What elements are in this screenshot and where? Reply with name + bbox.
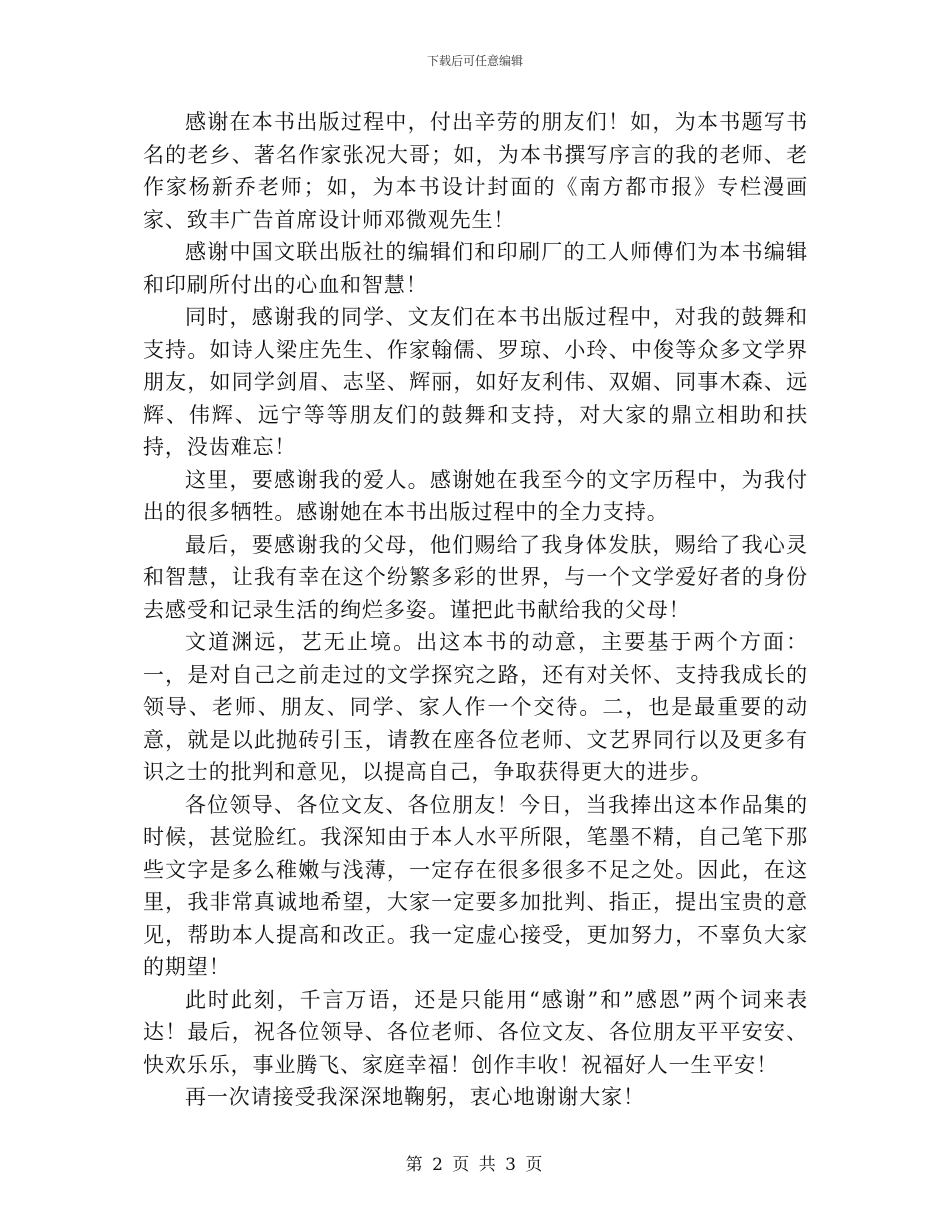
- paragraph-closing: 再一次请接受我深深地鞠躬，衷心地谢谢大家！: [185, 1085, 645, 1109]
- paragraph-purpose: 文道渊远，艺无止境。出这本书的动意，主要基于两个方面：一，是对自己之前走过的文学探究之路，还有对关怀、支持我成长的领导、老师、朋友、同学、家人作一个交待。二，也是最重要的动意，就是以此抛砖引玉，请教在座各位老师、文艺界同行以及更多有识之士的批判和意见，以提高自己，争取获得更大的进步。: [143, 630, 808, 784]
- page-number: 第 2 页 共 3 页: [405, 1155, 545, 1175]
- paragraph-acknowledge-spouse: 这里，要感谢我的爱人。感谢她在我至今的文字历程中，为我付出的很多牺牲。感谢她在本书出版过程中的全力支持。: [143, 467, 808, 524]
- paragraph-acknowledge-classmates: 同时，感谢我的同学、文友们在本书出版过程中，对我的鼓舞和支持。如诗人梁庄先生、作家翰儒、罗琼、小玲、中俊等众多文学界朋友，如同学剑眉、志坚、辉丽，如好友利伟、双媚、同事木森、远辉、伟辉、远宁等等朋友们的鼓舞和支持，对大家的鼎立相助和扶持，没齿难忘！: [143, 305, 808, 459]
- paragraph-acknowledge-publisher: 感谢中国文联出版社的编辑们和印刷厂的工人师傅们为本书编辑和印刷所付出的心血和智慧！: [143, 240, 808, 297]
- paragraph-blessings: 此时此刻，千言万语，还是只能用“感谢”和”感恩”两个词来表达！最后，祝各位领导、各位老师、各位文友、各位朋友平平安安、快欢乐乐，事业腾飞、家庭幸福！创作丰收！祝福好人一生平安！: [143, 987, 808, 1077]
- page-header: 下载后可任意编辑: [426, 54, 523, 68]
- paragraph-humility: 各位领导、各位文友、各位朋友！今日，当我捧出这本作品集的时候，甚觉脸红。我深知由于本人水平所限，笔墨不精，自己笔下那些文字是多么稚嫩与浅薄，一定存在很多很多不足之处。因此，在这里，我非常真诚地希望，大家一定要多加批判、指正，提出宝贵的意见，帮助本人提高和改正。我一定虚心接受，更加努力，不辜负大家的期望！: [143, 792, 808, 979]
- paragraph-acknowledge-parents: 最后，要感谢我的父母，他们赐给了我身体发肤，赐给了我心灵和智慧，让我有幸在这个纷繁多彩的世界，与一个文学爱好者的身份去感受和记录生活的绚烂多姿。谨把此书献给我的父母！: [143, 532, 808, 622]
- document-body: [143, 106, 808, 1114]
- paragraph-acknowledge-friends: 感谢在本书出版过程中，付出辛劳的朋友们！如，为本书题写书名的老乡、著名作家张况大哥；如，为本书撰写序言的我的老师、老作家杨新乔老师；如，为本书设计封面的《南方都市报》专栏漫画家、致丰广告首席设计师邓微观先生！: [143, 110, 808, 232]
